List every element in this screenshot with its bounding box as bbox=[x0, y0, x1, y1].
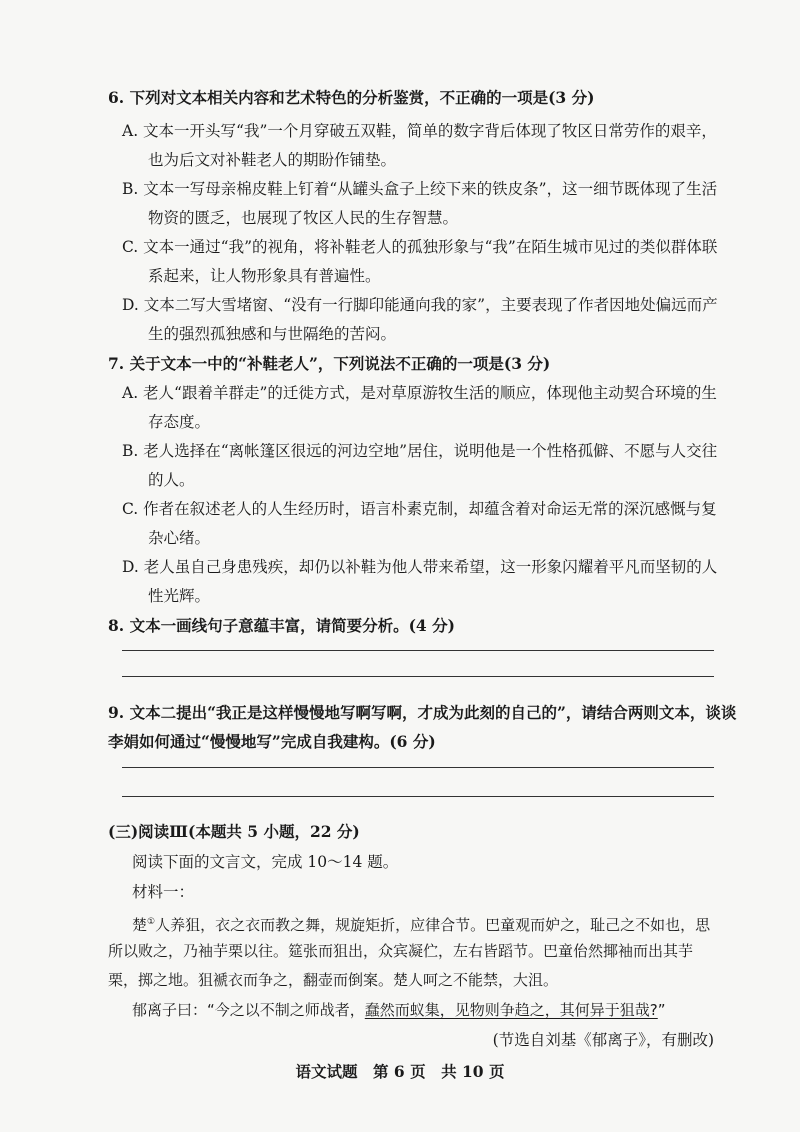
question-7-stem: 7. 关于文本一中的“补鞋老人”，下列说法不正确的一项是(3 分) bbox=[108, 354, 551, 373]
question-6-option-d: D. 文本二写大雪堵窗、“没有一行脚印能通向我的家”，主要表现了作者因地处偏远而产 bbox=[122, 296, 718, 314]
underlined-sentence: 蠢然而蚁集，见物则争趋之，其何异于狙哉? bbox=[364, 1001, 658, 1019]
question-6-option-c: C. 文本一通过“我”的视角，将补鞋老人的孤独形象与“我”在陌生城市见过的类似群体联 bbox=[122, 238, 718, 256]
question-6-option-a-cont: 也为后文对补鞋老人的期盼作铺垫。 bbox=[148, 151, 397, 169]
question-7-option-d: D. 老人虽自己身患残疾，却仍以补鞋为他人带来希望，这一形象闪耀着平凡而坚韧的人 bbox=[122, 558, 718, 576]
question-7-option-b-cont: 的人。 bbox=[148, 471, 195, 489]
question-6-option-b: B. 文本一写母亲棉皮鞋上钉着“从罐头盒子上绞下来的铁皮条”，这一细节既体现了生活 bbox=[122, 180, 718, 198]
question-6-option-d-cont: 生的强烈孤独感和与世隔绝的苦闷。 bbox=[148, 325, 397, 343]
question-7-option-b: B. 老人选择在“离帐篷区很远的河边空地”居住，说明他是一个性格孤僻、不愿与人交往 bbox=[122, 442, 718, 460]
page-footer: 语文试题 第 6 页 共 10 页 bbox=[295, 1062, 505, 1081]
question-9-stem-cont: 李娟如何通过“慢慢地写”完成自我建构。(6 分) bbox=[108, 732, 436, 751]
question-9-stem: 9. 文本二提出“我正是这样慢慢地写啊写啊，才成为此刻的自己的”，请结合两则文本，谈谈 bbox=[108, 703, 737, 722]
answer-line bbox=[122, 767, 714, 768]
section-heading: (三)阅读Ⅲ(本题共 5 小题，22 分) bbox=[108, 822, 360, 841]
source-citation: (节选自刘基《郁离子》，有删改) bbox=[492, 1031, 714, 1049]
question-7-option-a: A. 老人“跟着羊群走”的迁徙方式，是对草原游牧生活的顺应，体现他主动契合环境的生 bbox=[122, 384, 717, 402]
question-6-option-a: A. 文本一开头写“我”一个月穿破五双鞋，简单的数字背后体现了牧区日常劳作的艰辛， bbox=[122, 122, 717, 140]
answer-line bbox=[122, 796, 714, 797]
classical-text-line-1: 楚①人养狙，衣之衣而教之舞，规旋矩折，应律合节。巴童观而妒之，耻己之不如也，思 bbox=[132, 916, 711, 934]
footnote-marker: ① bbox=[147, 917, 156, 927]
question-6-option-b-cont: 物资的匮乏，也展现了牧区人民的生存智慧。 bbox=[148, 209, 459, 227]
question-8-stem: 8. 文本一画线句子意蕴丰富，请简要分析。(4 分) bbox=[108, 616, 455, 635]
question-7-option-d-cont: 性光辉。 bbox=[148, 587, 211, 605]
answer-line bbox=[122, 650, 714, 651]
material-label: 材料一： bbox=[132, 883, 195, 901]
question-7-option-c-cont: 杂心绪。 bbox=[148, 529, 211, 547]
question-7-option-a-cont: 存态度。 bbox=[148, 413, 211, 431]
classical-text-line-3: 栗，掷之地。狙褫衣而争之，翻壶而倒案。楚人呵之不能禁，大沮。 bbox=[108, 971, 559, 989]
question-6-option-c-cont: 系起来，让人物形象具有普遍性。 bbox=[148, 267, 381, 285]
question-7-option-c: C. 作者在叙述老人的人生经历时，语言朴素克制，却蕴含着对命运无常的深沉感慨与复 bbox=[122, 500, 717, 518]
section-instruction: 阅读下面的文言文，完成 10～14 题。 bbox=[132, 853, 399, 871]
answer-line bbox=[122, 676, 714, 677]
author-commentary: 郁离子曰：“今之以不制之师战者，蠢然而蚁集，见物则争趋之，其何异于狙哉?” bbox=[132, 1001, 666, 1019]
question-6-stem: 6. 下列对文本相关内容和艺术特色的分析鉴赏，不正确的一项是(3 分) bbox=[108, 88, 595, 107]
classical-text-line-2: 所以败之，乃袖芋栗以往。筵张而狙出，众宾凝伫，左右皆蹈节。巴童佁然揶袖而出其芋 bbox=[108, 942, 694, 960]
